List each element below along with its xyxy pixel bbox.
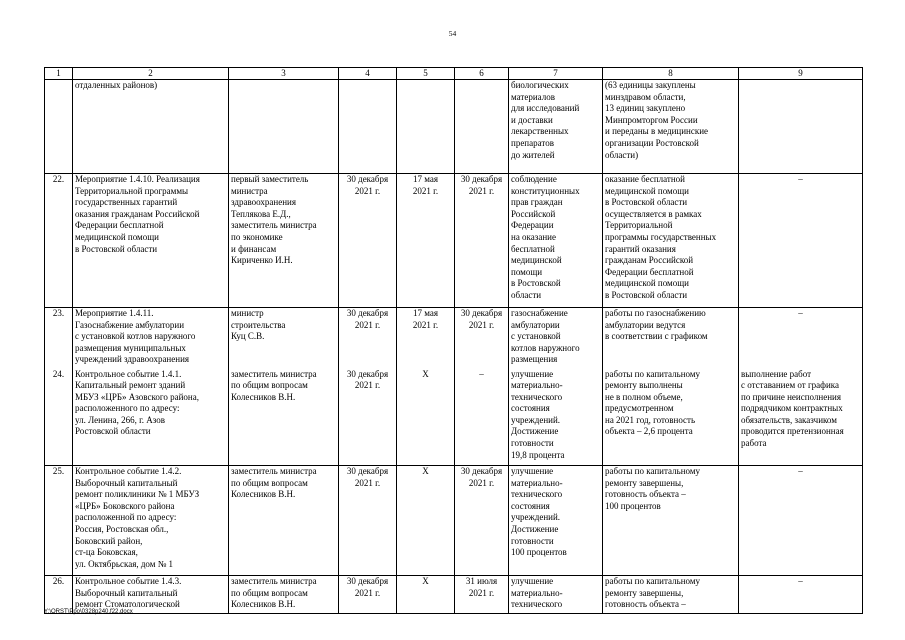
- row-number: 23.: [45, 308, 73, 369]
- start-date-cell: 17 мая 2021 г.: [397, 174, 455, 308]
- actual-result-cell: (63 единицы закуплены минздравом области, 13 единиц закуплено Минпромторгом России и переданы в медицинские организации Ростовской области): [603, 80, 739, 174]
- actual-result-cell: работы по капитальному ремонту завершены, готовность объекта –: [603, 576, 739, 614]
- report-table: [44, 67, 863, 614]
- responsible-cell: заместитель министра по общим вопросам Колесников В.Н.: [229, 466, 339, 576]
- actual-result-cell: работы по капитальному ремонту выполнены не в полном объеме, предусмотренном на 2021 год, готовность объекта – 2,6 процента: [603, 369, 739, 466]
- plan-date-cell: 30 декабря 2021 г.: [339, 466, 397, 576]
- activity-cell: Контрольное событие 1.4.3. Выборочный капитальный ремонт Стоматологической: [73, 576, 229, 614]
- reason-cell: выполнение работ с отставанием от графика по причине неисполнения подрядчиком контрактных обязательств, заказчиком проводится претензионная работа: [739, 369, 863, 466]
- reason-cell: [739, 80, 863, 174]
- plan-date-cell: 30 декабря 2021 г.: [339, 576, 397, 614]
- table-header-row: [45, 68, 863, 80]
- responsible-cell: заместитель министра по общим вопросам Колесников В.Н.: [229, 369, 339, 466]
- column-header: 9: [739, 68, 863, 80]
- plan-date-cell: 30 декабря 2021 г.: [339, 174, 397, 308]
- expected-result-cell: газоснабжение амбулатории с установкой котлов наружного размещения: [509, 308, 603, 369]
- responsible-cell: заместитель министра по общим вопросам Колесников В.Н.: [229, 576, 339, 614]
- reason-cell: –: [739, 576, 863, 614]
- column-header: 5: [397, 68, 455, 80]
- file-path-footer: Y:\ORST\Ppo\0328p240.f22.docx: [44, 609, 133, 615]
- activity-cell: Контрольное событие 1.4.1. Капитальный ремонт зданий МБУЗ «ЦРБ» Азовского района, расположенного по адресу: ул. Ленина, 266, г. Азов Ростовской области: [73, 369, 229, 466]
- column-header: 7: [509, 68, 603, 80]
- responsible-cell: [229, 80, 339, 174]
- end-date-cell: 30 декабря 2021 г.: [455, 174, 509, 308]
- column-header: 1: [45, 68, 73, 80]
- reason-cell: –: [739, 174, 863, 308]
- actual-result-cell: работы по газоснабжению амбулатории ведутся в соответствии с графиком: [603, 308, 739, 369]
- column-header: 8: [603, 68, 739, 80]
- start-date-cell: [397, 80, 455, 174]
- responsible-cell: министр строительства Куц С.В.: [229, 308, 339, 369]
- end-date-cell: –: [455, 369, 509, 466]
- end-date-cell: 30 декабря 2021 г.: [455, 308, 509, 369]
- expected-result-cell: улучшение материально- технического: [509, 576, 603, 614]
- table-row: [45, 308, 863, 369]
- start-date-cell: 17 мая 2021 г.: [397, 308, 455, 369]
- table-row: [45, 369, 863, 466]
- actual-result-cell: оказание бесплатной медицинской помощи в Ростовской области осуществляется в рамках Территориальной программы государственных гарантий оказания гражданам Российской Федерации бесплатной медицинской помощи в Ростовской области: [603, 174, 739, 308]
- expected-result-cell: улучшение материально- технического состояния учреждений. Достижение готовности 19,8 процента: [509, 369, 603, 466]
- end-date-cell: 30 декабря 2021 г.: [455, 466, 509, 576]
- row-number: 24.: [45, 369, 73, 466]
- reason-cell: –: [739, 466, 863, 576]
- activity-cell: Контрольное событие 1.4.2. Выборочный капитальный ремонт поликлиники № 1 МБУЗ «ЦРБ» Боковского района расположенной по адресу: Россия, Ростовская обл., Боковский район, ст-ца Боковская, ул. Октябрьская, дом № 1: [73, 466, 229, 576]
- column-header: 2: [73, 68, 229, 80]
- start-date-cell: Х: [397, 369, 455, 466]
- column-header: 6: [455, 68, 509, 80]
- row-number: 26.: [45, 576, 73, 614]
- plan-date-cell: 30 декабря 2021 г.: [339, 369, 397, 466]
- plan-date-cell: 30 декабря 2021 г.: [339, 308, 397, 369]
- row-number: 25.: [45, 466, 73, 576]
- column-header: 4: [339, 68, 397, 80]
- activity-cell: отдаленных районов): [73, 80, 229, 174]
- table-row: [45, 466, 863, 576]
- table-row: [45, 174, 863, 308]
- activity-cell: Мероприятие 1.4.10. Реализация Территориальной программы государственных гарантий оказания гражданам Российской Федерации бесплатной медицинской помощи в Ростовской области: [73, 174, 229, 308]
- plan-date-cell: [339, 80, 397, 174]
- table-row: [45, 80, 863, 174]
- expected-result-cell: биологических материалов для исследований и доставки лекарственных препаратов до жителей: [509, 80, 603, 174]
- responsible-cell: первый заместитель министра здравоохранения Теплякова Е.Д., заместитель министра по экономике и финансам Кириченко И.Н.: [229, 174, 339, 308]
- row-number: [45, 80, 73, 174]
- actual-result-cell: работы по капитальному ремонту завершены, готовность объекта – 100 процентов: [603, 466, 739, 576]
- expected-result-cell: соблюдение конституционных прав граждан Российской Федерации на оказание бесплатной медицинской помощи в Ростовской области: [509, 174, 603, 308]
- table-row: [45, 576, 863, 614]
- start-date-cell: Х: [397, 576, 455, 614]
- expected-result-cell: улучшение материально- технического состояния учреждений. Достижение готовности 100 процентов: [509, 466, 603, 576]
- reason-cell: –: [739, 308, 863, 369]
- end-date-cell: [455, 80, 509, 174]
- page-number: 54: [448, 29, 457, 38]
- column-header: 3: [229, 68, 339, 80]
- row-number: 22.: [45, 174, 73, 308]
- start-date-cell: Х: [397, 466, 455, 576]
- activity-cell: Мероприятие 1.4.11. Газоснабжение амбулатории с установкой котлов наружного размещения муниципальных учреждений здравоохранения: [73, 308, 229, 369]
- end-date-cell: 31 июля 2021 г.: [455, 576, 509, 614]
